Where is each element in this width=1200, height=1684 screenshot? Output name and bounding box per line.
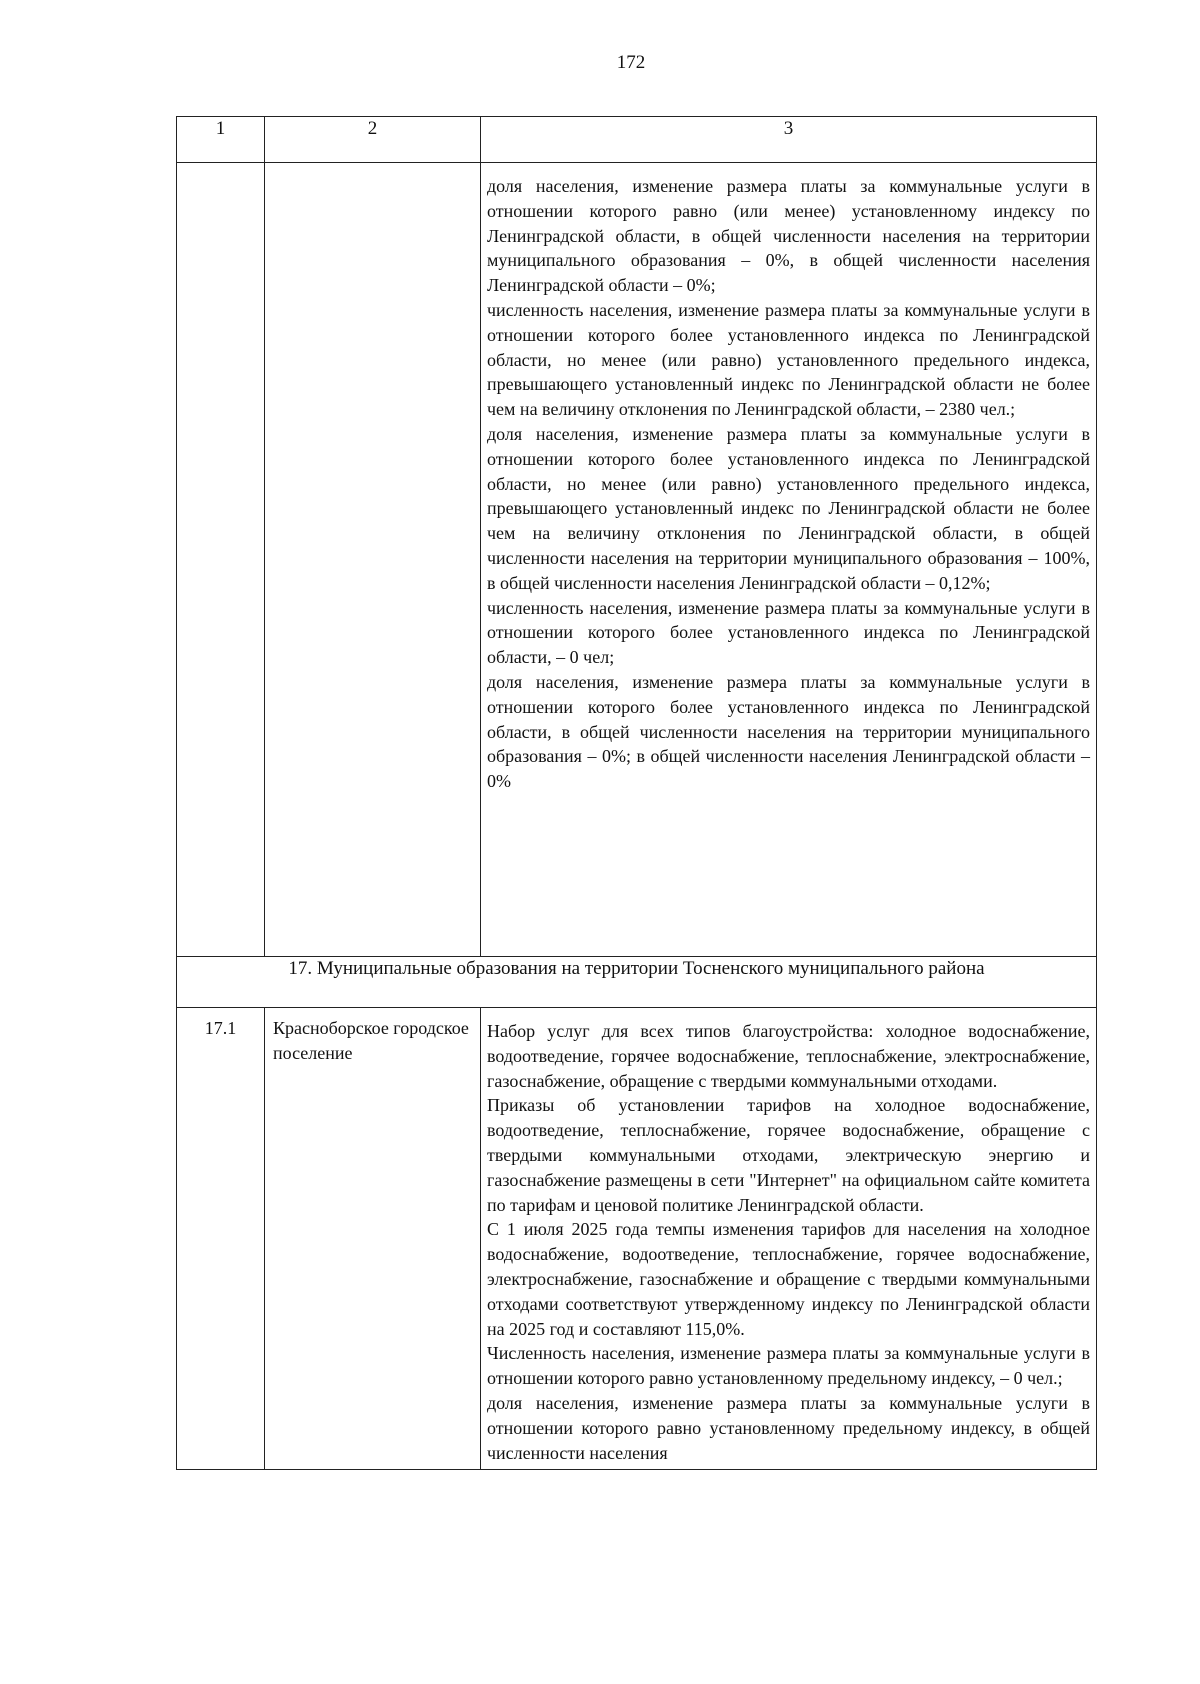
row-number: 17.1 (177, 1008, 265, 1470)
paragraph: доля населения, изменение размера платы за коммунальные услуги в отношении которого равно установленному предельному индексу, в общей численности населения (487, 1392, 1090, 1463)
table-row-17-1 (177, 1008, 1097, 1470)
page-number: 172 (616, 52, 646, 73)
paragraph: доля населения, изменение размера платы за коммунальные услуги в отношении которого более установленного индекса по Ленинградской области, в общей численности населения на территории муниципального образования – 0%; в общей численности населения Ленинградской области – 0% (487, 671, 1090, 792)
column-header-3: 3 (481, 117, 1097, 163)
table-row-continued (177, 163, 1097, 957)
paragraph: С 1 июля 2025 года темпы изменения тарифов для населения на холодное водоснабжение, водоотведение, теплоснабжение, горячее водоснабжение, электроснабжение, газоснабжение и обращение с твердыми коммунальными отходами соответствуют утвержденному индексу по Ленинградской области на 2025 год и составляют 115,0%. (487, 1219, 1090, 1339)
paragraph: численность населения, изменение размера платы за коммунальные услуги в отношении которого более установленного индекса по Ленинградской области, – 0 чел; (487, 597, 1090, 668)
paragraph: Набор услуг для всех типов благоустройства: холодное водоснабжение, водоотведение, горячее водоснабжение, теплоснабжение, электроснабжение, газоснабжение, обращение с твердыми коммунальными отходами. (487, 1021, 1090, 1091)
continued-name-cell (265, 163, 481, 957)
tariff-table (176, 116, 1097, 1470)
table-header-row (177, 117, 1097, 163)
paragraph: доля населения, изменение размера платы за коммунальные услуги в отношении которого равно (или менее) установленному индексу по Ленинградской области, в общей численности населения на территории муниципального образования – 0%, в общей численности населения Ленинградской области – 0%; (487, 176, 1090, 296)
continued-description-cell (481, 163, 1097, 957)
paragraph: численность населения, изменение размера платы за коммунальные услуги в отношении которого более установленного индекса по Ленинградской области, но менее (или равно) установленного предельного индекса, превышающего установленный индекс по Ленинградской области не более чем на величину отклонения по Ленинградской области, – 2380 чел.; (487, 299, 1090, 420)
column-header-1: 1 (177, 117, 265, 163)
paragraph: Приказы об установлении тарифов на холодное водоснабжение, водоотведение, теплоснабжение, горячее водоснабжение, обращение с твердыми коммунальными отходами, электрическую энергию и газоснабжение размещены в сети "Интернет" на официальном сайте комитета по тарифам и ценовой политике Ленинградской области. (487, 1095, 1090, 1215)
paragraph: доля населения, изменение размера платы за коммунальные услуги в отношении которого более установленного индекса по Ленинградской области, но менее (или равно) установленного предельного индекса, превышающего установленный индекс по Ленинградской области не более чем на величину отклонения по Ленинградской области, в общей численности населения на территории муниципального образования – 100%, в общей численности населения Ленинградской области – 0,12%; (487, 423, 1090, 593)
section-title: 17. Муниципальные образования на территории Тосненского муниципального района (177, 957, 1097, 1008)
paragraph: Численность населения, изменение размера платы за коммунальные услуги в отношении которого равно установленному предельному индексу, – 0 чел.; (487, 1343, 1090, 1389)
column-header-2: 2 (265, 117, 481, 163)
municipality-name: Красноборское городское поселение (265, 1008, 481, 1470)
row-description-cell (481, 1008, 1097, 1470)
continued-number-cell (177, 163, 265, 957)
section-row (177, 957, 1097, 1008)
